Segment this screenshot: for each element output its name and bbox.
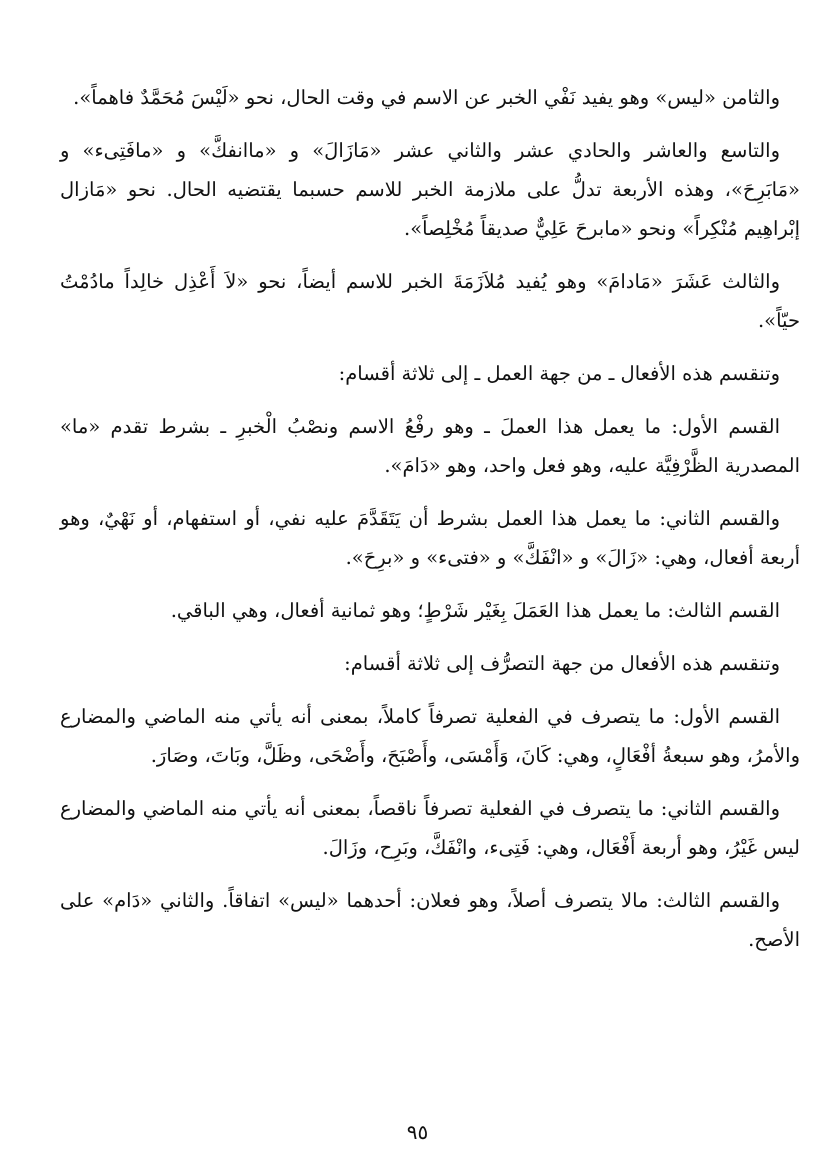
paragraph-madama: والثالث عَشَرَ «مَادامَ» وهو يُفيد مُلاَزَمَةَ الخبر للاسم أيضاً، نحو «لاَ أَعْذِل خالِداً مادُمْتُ حيّاً». [60,270,800,332]
page-body [60,78,800,973]
paragraph-mazala-group: والتاسع والعاشر والحادي عشر والثاني عشر «مَازَالَ» و «ماانفكَّ» و «مافَتِىء» و «مَابَرِحَ»، وهذه الأربعة تدلُّ على ملازمة الخبر للاسم حسبما يقتضيه الحال. نحو «مَازال إبْراهِيم مُنْكِراً» ونحو «مابرحَ عَلِيٌّ صديقاً مُخْلِصاً». [60,139,800,240]
page-number: ٩٥ [406,1120,429,1144]
paragraph-function-second-category: والقسم الثاني: ما يعمل هذا العمل بشرط أن يَتَقَدَّمَ عليه نفي، أو استفهام، أو نَهْيٌ، وهو أربعة أفعال، وهي: «زَالَ» و «انْفَكَّ» و «فتىء» و «برِحَ». [60,507,800,569]
paragraph-laysa: والثامن «ليس» وهو يفيد نَفْي الخبر عن الاسم في وقت الحال، نحو «لَيْسَ مُحَمَّدٌ فاهماً». [73,86,780,109]
paragraph-function-first-category: القسم الأول: ما يعمل هذا العملَ ـ وهو رفْعُ الاسم ونصْبُ الْخبرِ ـ بشرط تقدم «ما» المصدرية الظَّرْفِيَّة عليه، وهو فعل واحد، وهو «دَامَ». [60,415,800,477]
paragraph-conjugation-first-category: القسم الأول: ما يتصرف في الفعلية تصرفاً كاملاً، بمعنى أنه يأتي منه الماضي والمضارع والأمرُ، وهو سبعةُ أفْعَالٍ، وهي: كَانَ، وَأَمْسَى، وأَصْبَحَ، وأَضْحَى، وظَلَّ، وبَاتَ، وصَارَ. [60,705,800,767]
paragraph-division-by-conjugation: وتنقسم هذه الأفعال من جهة التصرُّف إلى ثلاثة أقسام: [344,652,780,675]
paragraph-conjugation-third-category: والقسم الثالث: مالا يتصرف أصلاً، وهو فعلان: أحدهما «ليس» اتفاقاً. والثاني «دَام» على الأصح. [60,889,800,951]
paragraph-function-third-category: القسم الثالث: ما يعمل هذا العَمَلَ بِغَيْر شَرْطٍ؛ وهو ثمانية أفعال، وهي الباقي. [170,599,780,622]
paragraph-conjugation-second-category: والقسم الثاني: ما يتصرف في الفعلية تصرفاً ناقصاً، بمعنى أنه يأتي منه الماضي والمضارع ليس غَيْرُ، وهو أربعة أَفْعَال، وهي: فَتِىء، وانْفَكَّ، وبَرِح، وزَالَ. [60,797,800,859]
paragraph-division-by-function: وتنقسم هذه الأفعال ـ من جهة العمل ـ إلى ثلاثة أقسام: [338,362,780,385]
